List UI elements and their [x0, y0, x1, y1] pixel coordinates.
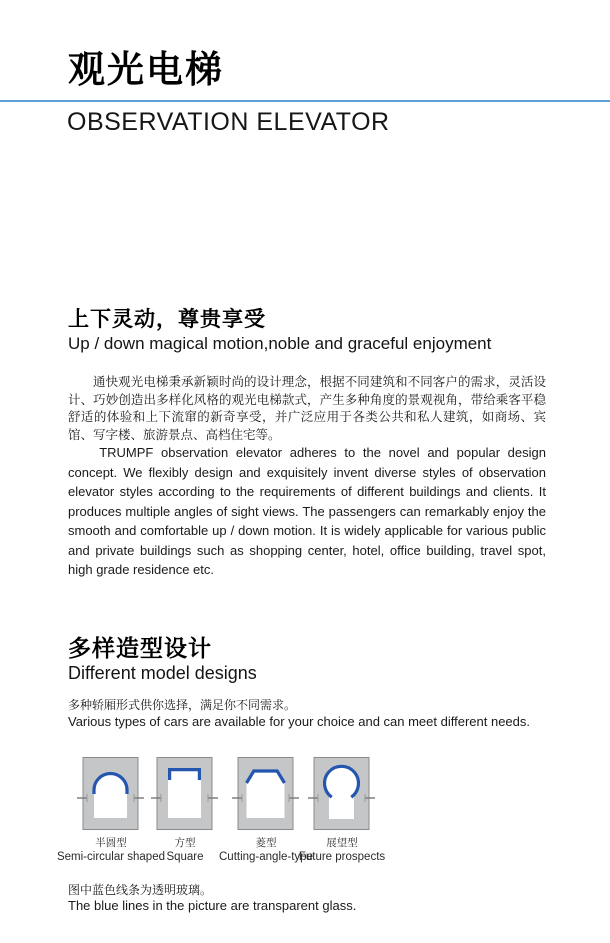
motion-body-zh: 通快观光电梯秉承新颖时尚的设计理念，根据不同建筑和不同客户的需求，灵活设计、巧妙创造出多样化风格的观光电梯款式，产生多种角度的景观视角，带给乘客平稳舒适的体验和上下流窜的新奇享受，并广泛应用于各类公共和私人建筑，如商场、宾馆、写字楼、旅游景点、高档住宅等。 — [68, 375, 546, 442]
model-label-zh: 菱型 — [255, 837, 277, 849]
model-label-en: Semi-circular shaped — [56, 851, 165, 863]
models-heading-en: Different model designs — [68, 663, 257, 683]
model-figure-future-prospects — [280, 756, 404, 864]
motion-heading-en: Up / down magical motion,noble and graceful enjoyment — [68, 334, 492, 353]
model-label-zh: 半圆型 — [95, 837, 127, 849]
page-title-zh: 观光电梯 — [68, 49, 224, 90]
page-title-en: OBSERVATION ELEVATOR — [67, 108, 390, 136]
motion-heading-zh: 上下灵动，尊贵享受 — [68, 308, 266, 331]
models-intro-zh: 多种轿厢形式供你选择，满足你不同需求。 — [68, 698, 297, 712]
models-intro-en: Various types of cars are available for your choice and can meet different needs. — [68, 714, 531, 729]
glass-note-zh: 图中蓝色线条为透明玻璃。 — [68, 883, 213, 897]
glass-note-en: The blue lines in the picture are transparent glass. — [68, 898, 357, 913]
model-label-en: Future prospects — [298, 851, 386, 863]
model-label-zh: 展望型 — [326, 837, 358, 849]
header-divider-rule — [0, 100, 610, 102]
future-prospects-car-diagram — [307, 756, 377, 832]
motion-body-en: TRUMPF observation elevator adheres to the novel and popular design concept. We flexibly design and exquisitely invent diverse styles of observation elevator styles according to the requirements of different buildings and clients. It produces multiple angles of sight views. The passengers can remarkably enjoy the smooth and comfortable up / down motion. It is widely applicable for various public and private buildings such as shopping center, hotel, office building, travel spot, high grade residence etc. — [68, 445, 546, 577]
model-label-en: Square — [166, 851, 204, 863]
models-heading-zh: 多样造型设计 — [68, 635, 212, 661]
model-label-zh: 方型 — [174, 837, 196, 849]
model-label-en: Cutting-angle-type — [219, 851, 313, 863]
